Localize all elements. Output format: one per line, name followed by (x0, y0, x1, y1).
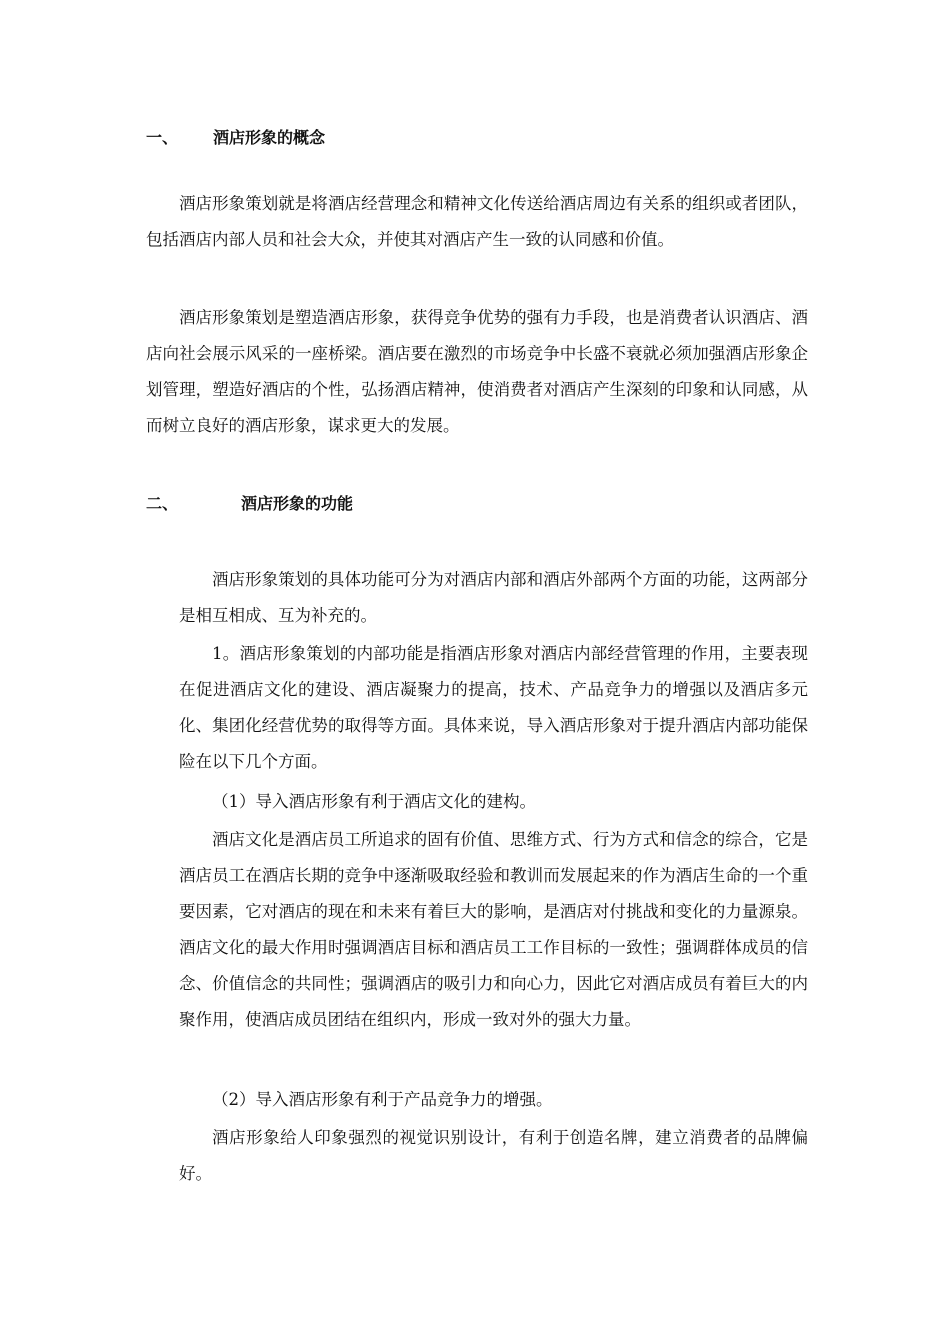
section2-number: 二、 (146, 494, 179, 513)
section1-paragraph-1: 酒店形象策划就是将酒店经营理念和精神文化传送给酒店周边有关系的组织或者团队，包括酒店内部人员和社会大众，并使其对酒店产生一致的认同感和价值。 (146, 194, 808, 249)
section2-heading (146, 492, 446, 516)
section2-subheading-2: （2）导入酒店形象有利于产品竞争力的增强。 (212, 1090, 553, 1109)
section2-title: 酒店形象的功能 (241, 494, 354, 513)
section2-subheading-1: （1）导入酒店形象有利于酒店文化的建构。 (212, 792, 536, 811)
section2-paragraph-2: 1。酒店形象策划的内部功能是指酒店形象对酒店内部经营管理的作用，主要表现在促进酒店文化的建设、酒店凝聚力的提高，技术、产品竞争力的增强以及酒店多元化、集团化经营优势的取得等方面。具体来说，导入酒店形象对于提升酒店内部功能保险在以下几个方面。 (179, 644, 808, 771)
section1-number: 一、 (146, 128, 179, 147)
section2-paragraph-4: 酒店形象给人印象强烈的视觉识别设计，有利于创造名牌，建立消费者的品牌偏好。 (179, 1128, 808, 1183)
section2-paragraph-3: 酒店文化是酒店员工所追求的固有价值、思维方式、行为方式和信念的综合，它是酒店员工在酒店长期的竞争中逐渐吸取经验和教训而发展起来的作为酒店生命的一个重要因素，它对酒店的现在和未来有着巨大的影响，是酒店对付挑战和变化的力量源泉。酒店文化的最大作用时强调酒店目标和酒店员工工作目标的一致性；强调群体成员的信念、价值信念的共同性；强调酒店的吸引力和向心力，因此它对酒店成员有着巨大的内聚作用，使酒店成员团结在组织内，形成一致对外的强大力量。 (179, 830, 808, 1029)
section1-title: 酒店形象的概念 (213, 128, 326, 147)
section1-heading (146, 126, 406, 150)
section2-paragraph-1: 酒店形象策划的具体功能可分为对酒店内部和酒店外部两个方面的功能，这两部分是相互相成、互为补充的。 (179, 570, 808, 625)
section1-paragraph-2: 酒店形象策划是塑造酒店形象，获得竞争优势的强有力手段，也是消费者认识酒店、酒店向社会展示风采的一座桥梁。酒店要在激烈的市场竞争中长盛不衰就必须加强酒店形象企划管理，塑造好酒店的个性，弘扬酒店精神，使消费者对酒店产生深刻的印象和认同感，从而树立良好的酒店形象，谋求更大的发展。 (146, 308, 808, 435)
